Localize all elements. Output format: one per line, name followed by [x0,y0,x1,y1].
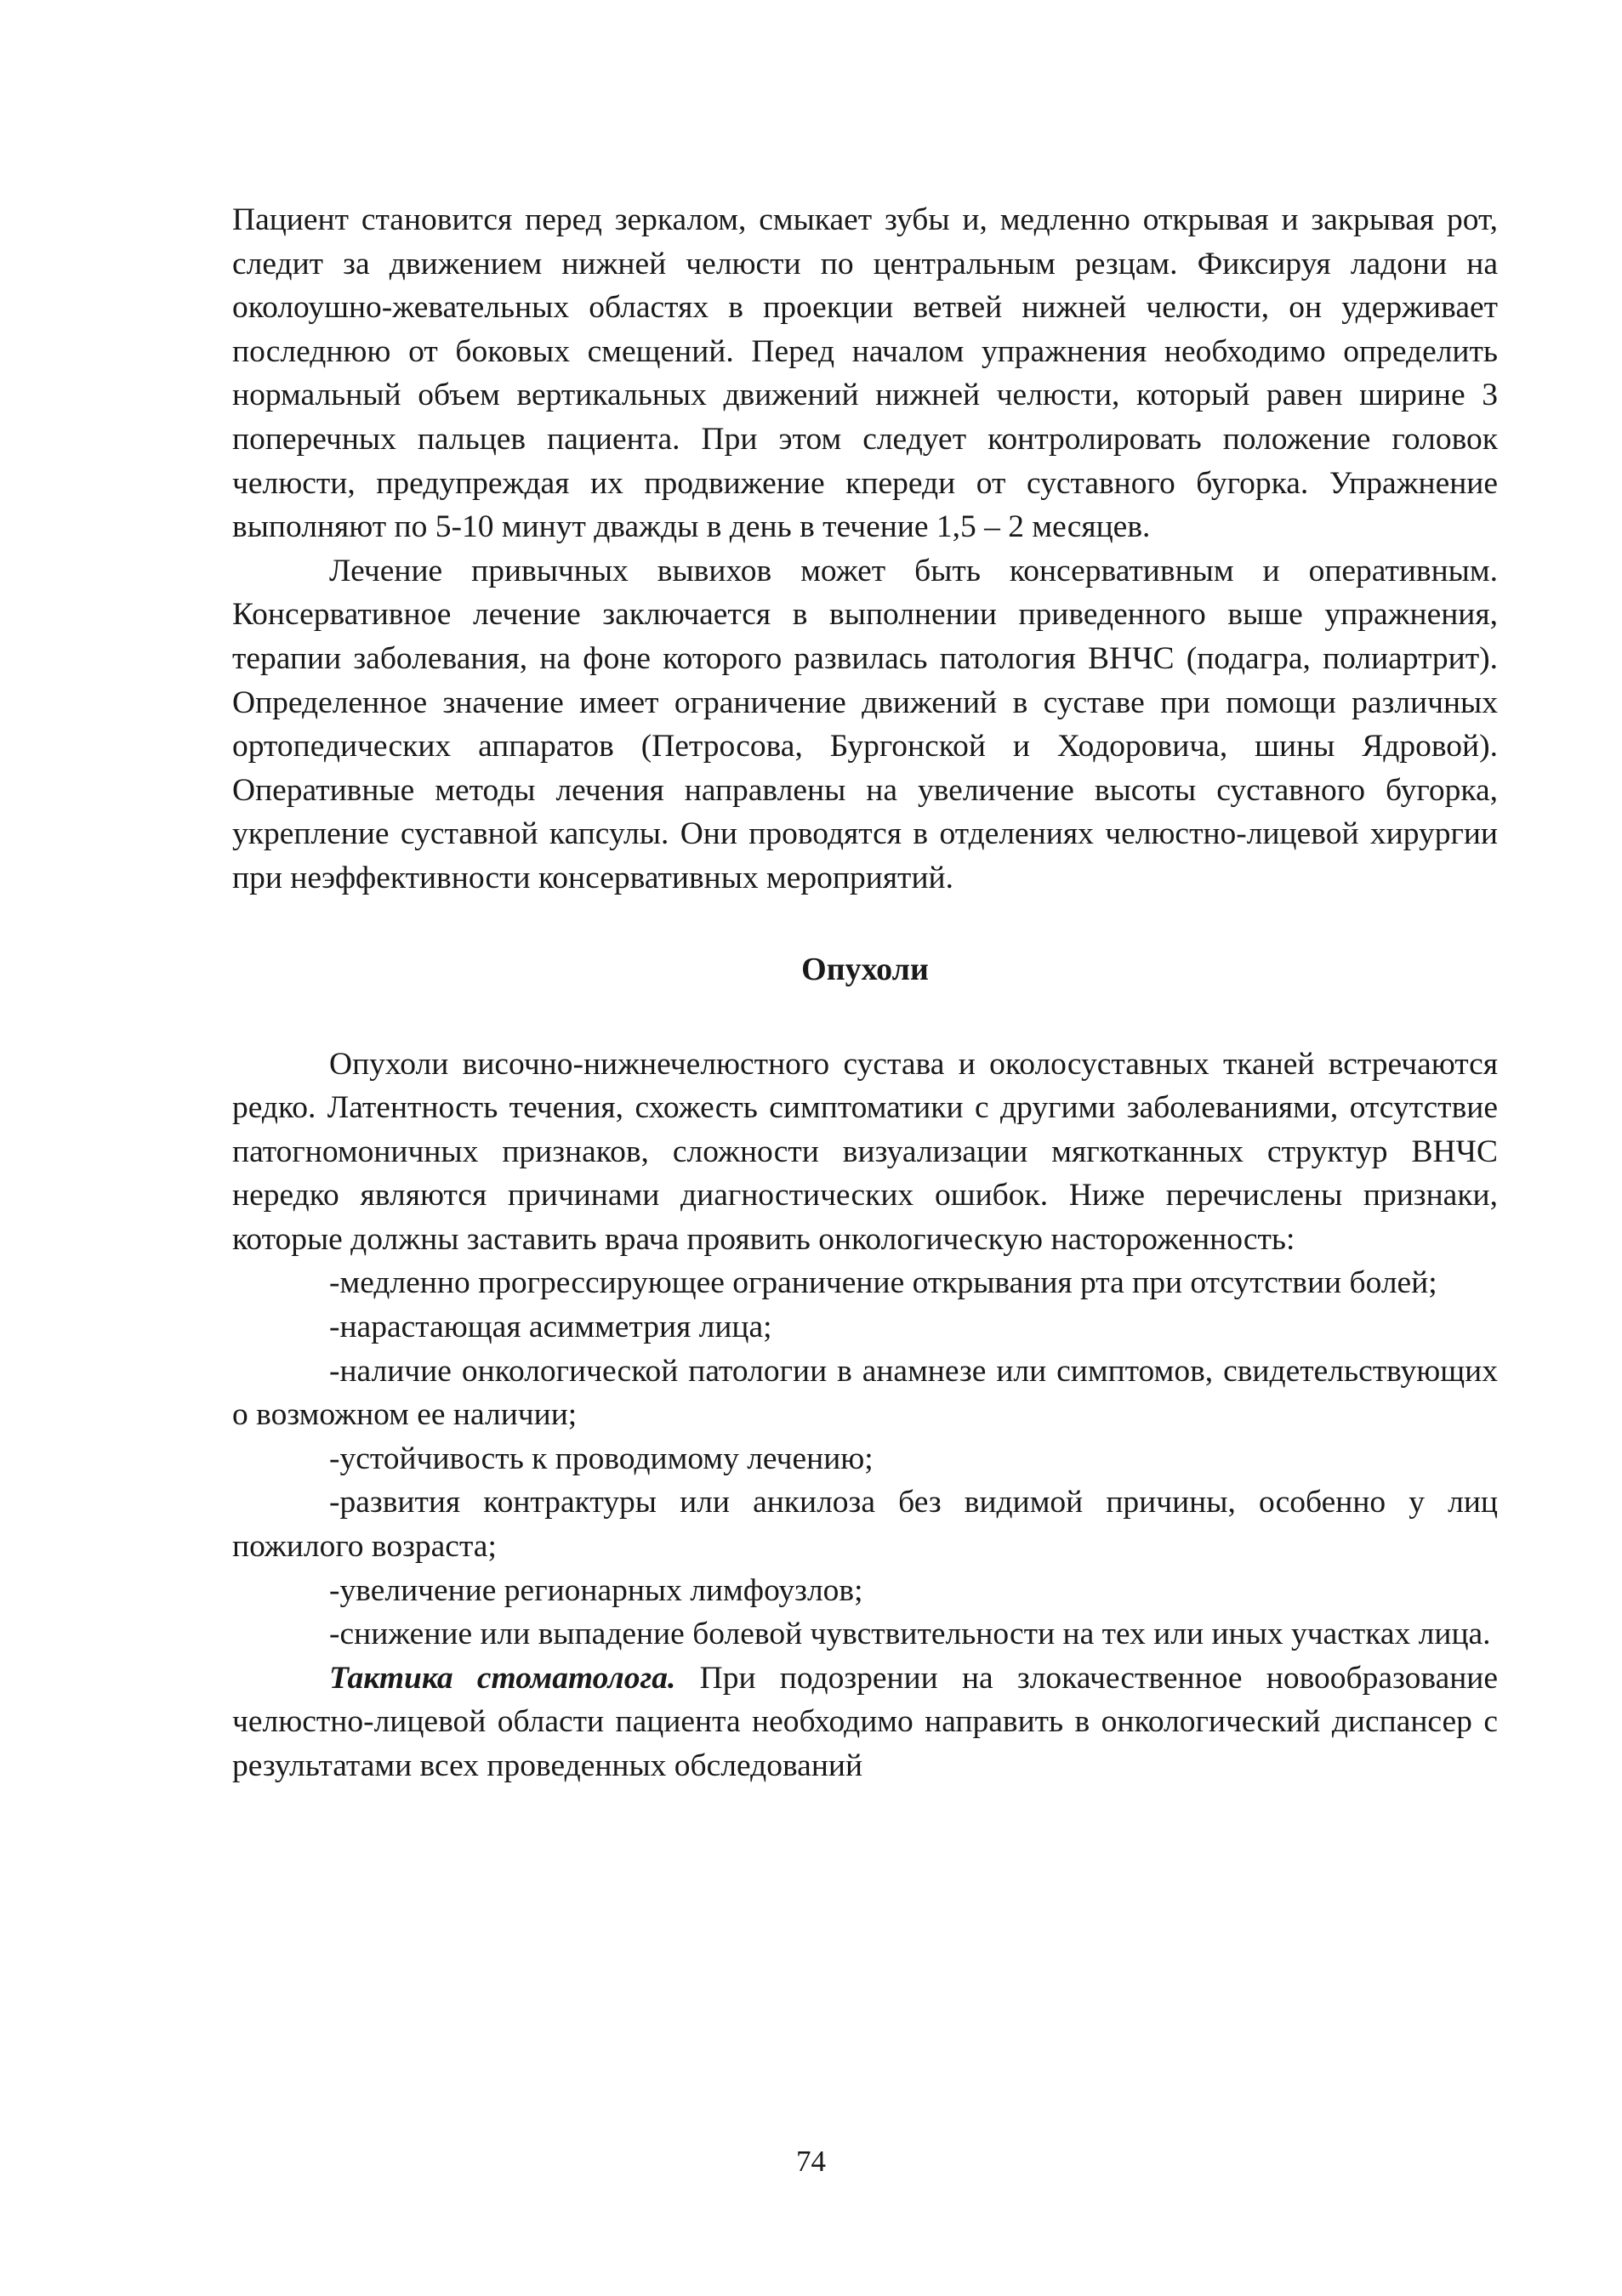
paragraph-dentist-tactics [232,1657,1498,1788]
list-item: -устойчивость к проводимому лечению; [329,1441,874,1476]
list-item: -снижение или выпадение болевой чувствительности на тех или иных участках лица. [329,1617,1491,1652]
list-item: -медленно прогрессирующее ограничение открывания рта при отсутствии болей; [329,1265,1437,1301]
tactics-text: При подозрении на злокачественное новообразование челюстно-лицевой области пациента необходимо направить в онкологический диспансер с результатами всех проведенных обследований [232,1660,1498,1783]
section-heading: Опухоли [801,951,929,987]
paragraph-tumors-intro: Опухоли височно-нижнечелюстного сустава и околосуставных тканей встречаются редко. Латентность течения, схожесть симптоматики с другими заболеваниями, отсутствие патогномоничных признаков, сложности визуализации мягкотканных структур ВНЧС нередко являются причинами диагностических ошибок. Ниже перечислены признаки, которые должны заставить врача проявить онкологическую настороженность: [232,1046,1498,1257]
document-page [232,198,1498,1788]
paragraph-exercise: Пациент становится перед зеркалом, смыкает зубы и, медленно открывая и закрывая рот, следит за движением нижней челюсти по центральным резцам. Фиксируя ладони на околоушно-жевательных областях в проекции ветвей нижней челюсти, он удерживает последнюю от боковых смещений. Перед началом упражнения необходимо определить нормальный объем вертикальных движений нижней челюсти, который равен ширине 3 поперечных пальцев пациента. При этом следует контролировать положение головок челюсти, предупреждая их продвижение кпереди от суставного бугорка. Упражнение выполняют по 5-10 минут дважды в день в течение 1,5 – 2 месяцев. [232,202,1498,545]
list-item: -развития контрактуры или анкилоза без видимой причины, особенно у лиц пожилого возраста; [232,1485,1498,1565]
tactics-lead: Тактика стоматолога. [329,1660,676,1696]
list-item: -нарастающая асимметрия лица; [329,1310,772,1345]
page-number: 74 [796,2145,826,2178]
list-item: -наличие онкологической патологии в анамнезе или симптомов, свидетельствующих о возможном ее наличии; [232,1353,1498,1433]
paragraph-treatment: Лечение привычных вывихов может быть консервативным и оперативным. Консервативное лечение заключается в выполнении приведенного выше упражнения, терапии заболевания, на фоне которого развилась патология ВНЧС (подагра, полиартрит). Определенное значение имеет ограничение движений в суставе при помощи различных ортопедических аппаратов (Петросова, Бургонской и Ходоровича, шины Ядровой). Оперативные методы лечения направлены на увеличение высоты суставного бугорка, укрепление суставной капсулы. Они проводятся в отделениях челюстно-лицевой хирургии при неэффективности консервативных мероприятий. [232,553,1498,895]
list-item: -увеличение регионарных лимфоузлов; [329,1572,863,1608]
